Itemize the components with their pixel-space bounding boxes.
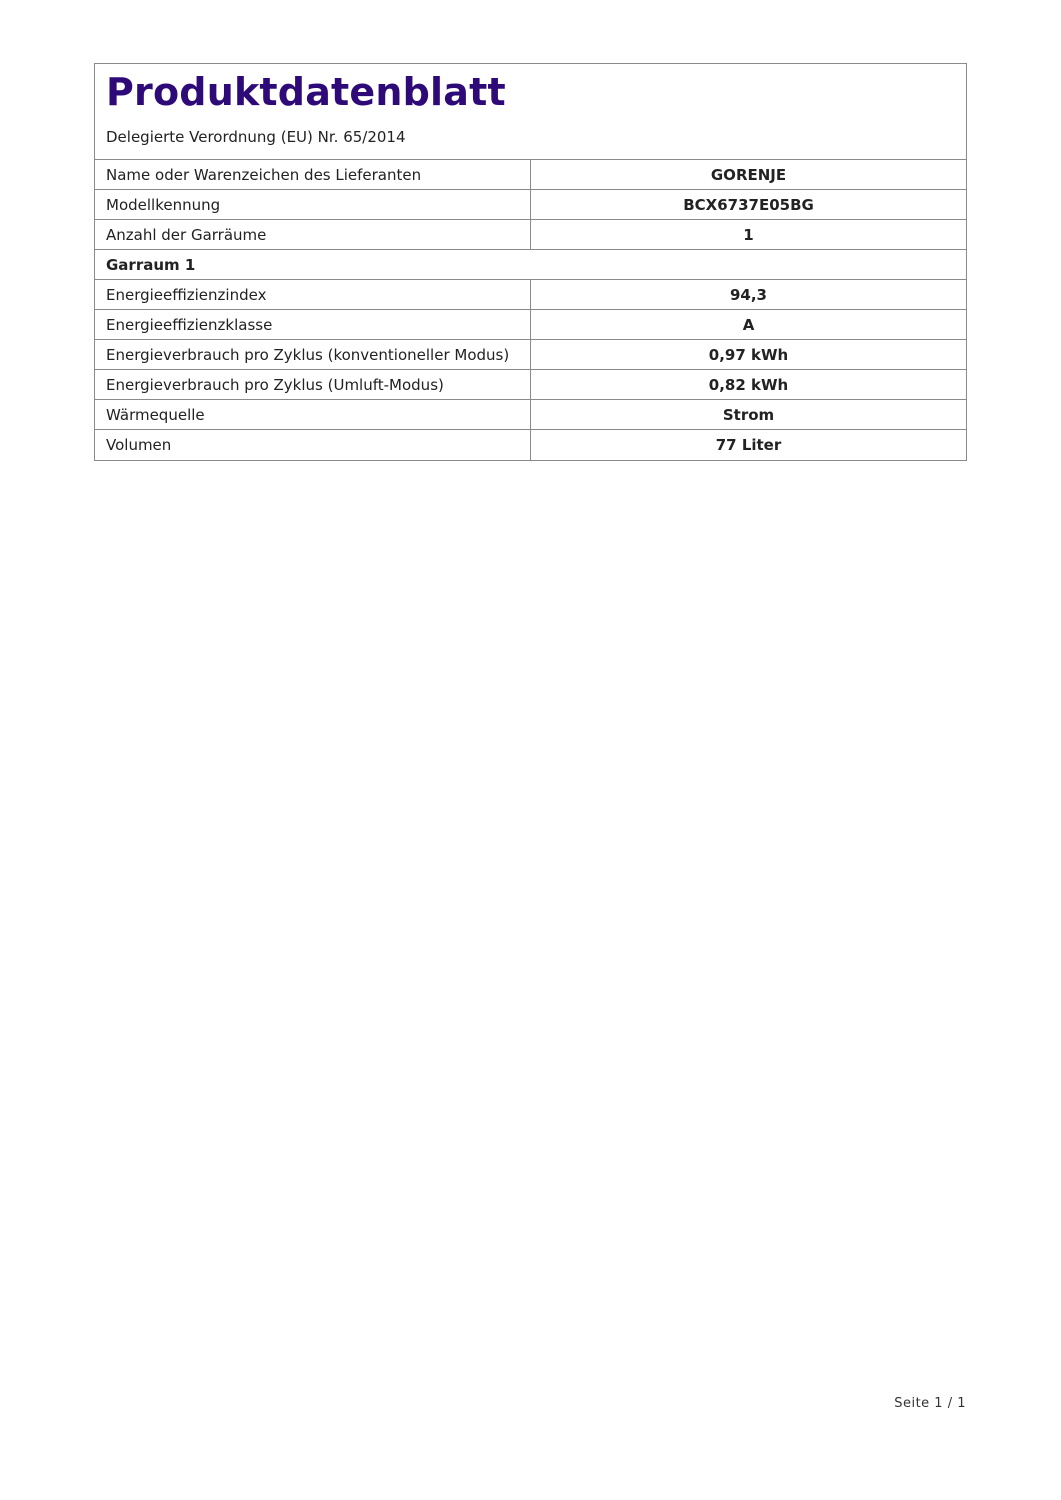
table-row-consumption-conventional [95,340,966,370]
row-label: Modellkennung [95,190,531,219]
row-label: Volumen [95,430,531,460]
table-row-efficiency-index [95,280,966,310]
regulation-subtitle: Delegierte Verordnung (EU) Nr. 65/2014 [106,128,406,146]
datasheet-header [95,64,966,160]
row-value: 77 Liter [715,436,782,454]
row-value: 0,97 kWh [708,345,789,364]
table-section-cavity-1 [95,250,966,280]
row-label: Wärmequelle [95,400,531,429]
table-row-supplier [95,160,966,190]
row-value: BCX6737E05BG [683,195,814,214]
table-row-heat-source [95,400,966,430]
page-title: Produktdatenblatt [106,70,506,114]
section-heading: Garraum 1 [106,255,196,274]
table-row-model-id [95,190,966,220]
table-row-consumption-fan [95,370,966,400]
table-row-volume [95,430,966,460]
table-row-efficiency-class [95,310,966,340]
table-row-cavity-count [95,220,966,250]
row-label: Energieeffizienzindex [95,280,531,309]
row-label: Anzahl der Garräume [95,220,531,249]
row-value: 0,82 kWh [708,375,789,394]
row-label: Energieverbrauch pro Zyklus (Umluft-Modus) [95,370,531,399]
row-label: Name oder Warenzeichen des Lieferanten [95,160,531,189]
product-datasheet [94,63,967,461]
row-value: 94,3 [729,285,767,304]
row-label: Energieverbrauch pro Zyklus (konventioneller Modus) [95,340,531,369]
row-value: 1 [743,225,754,244]
row-value: A [742,315,755,334]
row-value: GORENJE [710,165,787,184]
row-label: Energieeffizienzklasse [95,310,531,339]
page-number: Seite 1 / 1 [894,1396,966,1411]
row-value: Strom [722,405,775,424]
